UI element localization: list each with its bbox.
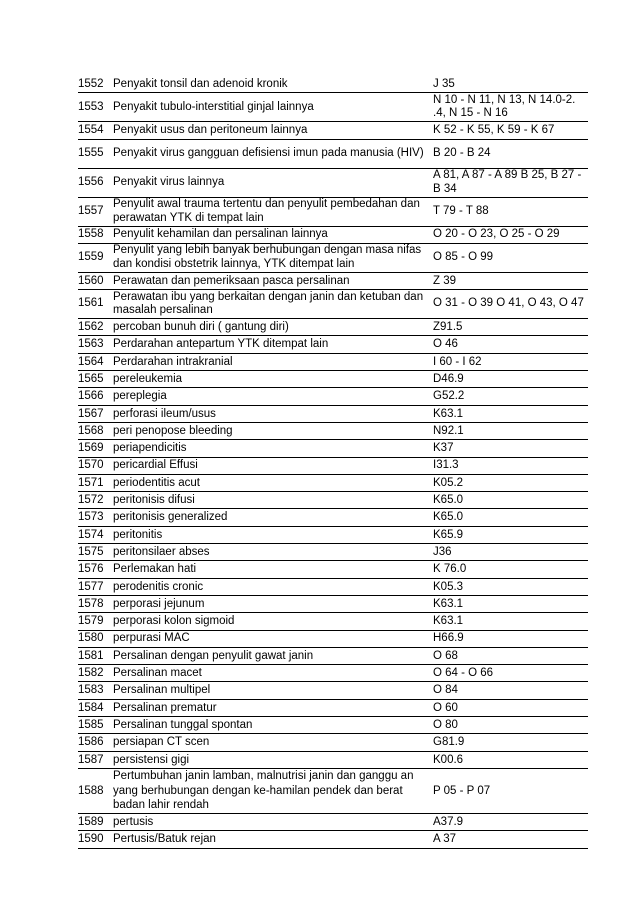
- row-number: 1586: [78, 734, 111, 751]
- table-row: [78, 813, 588, 830]
- row-icd-code: O 60: [431, 699, 588, 716]
- row-diagnosis: Penyulit yang lebih banyak berhubungan dengan masa nifas dan kondisi obstetrik lainnya, YTK ditempat lain: [111, 243, 431, 272]
- row-diagnosis: peritonisis difusi: [111, 492, 431, 509]
- row-number: 1587: [78, 751, 111, 768]
- row-diagnosis: Penyakit usus dan peritoneum lainnya: [111, 122, 431, 139]
- row-icd-code: J36: [431, 544, 588, 561]
- row-number: 1580: [78, 630, 111, 647]
- row-icd-code: B 20 - B 24: [431, 139, 588, 168]
- row-diagnosis: pereplegia: [111, 388, 431, 405]
- row-icd-code: D46.9: [431, 371, 588, 388]
- row-icd-code: G81.9: [431, 734, 588, 751]
- row-number: 1557: [78, 197, 111, 226]
- row-icd-code: Z91.5: [431, 319, 588, 336]
- table-row: [78, 168, 588, 197]
- table-row: [78, 272, 588, 289]
- row-icd-code: N92.1: [431, 422, 588, 439]
- row-number: 1558: [78, 226, 111, 243]
- row-icd-code: K63.1: [431, 613, 588, 630]
- table-row: [78, 139, 588, 168]
- row-icd-code: K05.2: [431, 474, 588, 491]
- row-icd-code: K37: [431, 440, 588, 457]
- row-icd-code: K63.1: [431, 405, 588, 422]
- row-icd-code: K65.9: [431, 526, 588, 543]
- row-diagnosis: peri penopose bleeding: [111, 422, 431, 439]
- row-icd-code: O 68: [431, 647, 588, 664]
- table-row: [78, 544, 588, 561]
- row-icd-code: A 81, A 87 - A 89 B 25, B 27 - B 34: [431, 168, 588, 197]
- row-number: 1559: [78, 243, 111, 272]
- row-diagnosis: percoban bunuh diri ( gantung diri): [111, 319, 431, 336]
- table-row: [78, 526, 588, 543]
- row-icd-code: N 10 - N 11, N 13, N 14.0-2. .4, N 15 - N 16: [431, 93, 588, 122]
- row-number: 1561: [78, 290, 111, 319]
- row-icd-code: P 05 - P 07: [431, 768, 588, 813]
- row-number: 1581: [78, 647, 111, 664]
- row-icd-code: A 37: [431, 831, 588, 848]
- row-diagnosis: Perdarahan intrakranial: [111, 353, 431, 370]
- table-row: [78, 405, 588, 422]
- row-diagnosis: peritonitis: [111, 526, 431, 543]
- row-number: 1585: [78, 717, 111, 734]
- row-diagnosis: periapendicitis: [111, 440, 431, 457]
- row-number: 1555: [78, 139, 111, 168]
- row-diagnosis: Penyakit tonsil dan adenoid kronik: [111, 76, 431, 93]
- table-row: [78, 336, 588, 353]
- row-number: 1563: [78, 336, 111, 353]
- row-diagnosis: Pertusis/Batuk rejan: [111, 831, 431, 848]
- row-icd-code: K00.6: [431, 751, 588, 768]
- row-number: 1570: [78, 457, 111, 474]
- row-icd-code: J 35: [431, 76, 588, 93]
- table-row: [78, 122, 588, 139]
- row-number: 1574: [78, 526, 111, 543]
- row-number: 1572: [78, 492, 111, 509]
- table-row: [78, 388, 588, 405]
- table-row: [78, 595, 588, 612]
- table-row: [78, 457, 588, 474]
- table-row: [78, 243, 588, 272]
- row-diagnosis: pertusis: [111, 813, 431, 830]
- row-diagnosis: persiapan CT scen: [111, 734, 431, 751]
- row-diagnosis: Penyakit tubulo-interstitial ginjal lainnya: [111, 93, 431, 122]
- row-number: 1583: [78, 682, 111, 699]
- row-icd-code: I 60 - I 62: [431, 353, 588, 370]
- table-row: [78, 290, 588, 319]
- table-row: [78, 76, 588, 93]
- row-number: 1577: [78, 578, 111, 595]
- row-icd-code: K65.0: [431, 509, 588, 526]
- table-row: [78, 474, 588, 491]
- row-number: 1562: [78, 319, 111, 336]
- table-row: [78, 509, 588, 526]
- row-diagnosis: Persalinan tunggal spontan: [111, 717, 431, 734]
- row-number: 1554: [78, 122, 111, 139]
- row-icd-code: I31.3: [431, 457, 588, 474]
- row-diagnosis: Perawatan ibu yang berkaitan dengan janin dan ketuban dan masalah persalinan: [111, 290, 431, 319]
- row-icd-code: O 64 - O 66: [431, 665, 588, 682]
- table-row: [78, 647, 588, 664]
- row-diagnosis: Penyulit kehamilan dan persalinan lainnya: [111, 226, 431, 243]
- row-diagnosis: Perlemakan hati: [111, 561, 431, 578]
- table-row: [78, 768, 588, 813]
- row-icd-code: K65.0: [431, 492, 588, 509]
- row-icd-code: K 76.0: [431, 561, 588, 578]
- row-number: 1575: [78, 544, 111, 561]
- row-icd-code: K05.3: [431, 578, 588, 595]
- table-row: [78, 561, 588, 578]
- table-row: [78, 831, 588, 848]
- row-diagnosis: pericardial Effusi: [111, 457, 431, 474]
- table-body: [78, 76, 588, 848]
- diagnosis-code-table: [78, 76, 588, 849]
- row-number: 1553: [78, 93, 111, 122]
- row-diagnosis: peritonsilaer abses: [111, 544, 431, 561]
- row-number: 1588: [78, 768, 111, 813]
- table-row: [78, 319, 588, 336]
- row-diagnosis: Pertumbuhan janin lamban, malnutrisi janin dan ganggu an yang berhubungan dengan ke-hamilan pendek dan berat badan lahir rendah: [111, 768, 431, 813]
- row-number: 1568: [78, 422, 111, 439]
- row-number: 1571: [78, 474, 111, 491]
- row-number: 1584: [78, 699, 111, 716]
- table-row: [78, 492, 588, 509]
- table-row: [78, 422, 588, 439]
- table-row: [78, 578, 588, 595]
- row-number: 1560: [78, 272, 111, 289]
- row-icd-code: H66.9: [431, 630, 588, 647]
- table-row: [78, 665, 588, 682]
- row-icd-code: O 20 - O 23, O 25 - O 29: [431, 226, 588, 243]
- table-row: [78, 226, 588, 243]
- table-row: [78, 630, 588, 647]
- row-number: 1565: [78, 371, 111, 388]
- row-icd-code: G52.2: [431, 388, 588, 405]
- row-diagnosis: peritonisis generalized: [111, 509, 431, 526]
- table-row: [78, 93, 588, 122]
- row-number: 1566: [78, 388, 111, 405]
- row-diagnosis: Persalinan prematur: [111, 699, 431, 716]
- table-row: [78, 734, 588, 751]
- row-icd-code: K63.1: [431, 595, 588, 612]
- row-icd-code: K 52 - K 55, K 59 - K 67: [431, 122, 588, 139]
- row-icd-code: A37.9: [431, 813, 588, 830]
- row-number: 1573: [78, 509, 111, 526]
- row-number: 1582: [78, 665, 111, 682]
- row-icd-code: O 84: [431, 682, 588, 699]
- row-number: 1552: [78, 76, 111, 93]
- row-icd-code: O 31 - O 39 O 41, O 43, O 47: [431, 290, 588, 319]
- row-number: 1567: [78, 405, 111, 422]
- row-number: 1578: [78, 595, 111, 612]
- row-diagnosis: Perdarahan antepartum YTK ditempat lain: [111, 336, 431, 353]
- row-diagnosis: pereleukemia: [111, 371, 431, 388]
- row-diagnosis: perporasi jejunum: [111, 595, 431, 612]
- table-row: [78, 699, 588, 716]
- row-diagnosis: perpurasi MAC: [111, 630, 431, 647]
- row-number: 1556: [78, 168, 111, 197]
- row-number: 1579: [78, 613, 111, 630]
- row-diagnosis: Persalinan macet: [111, 665, 431, 682]
- table-row: [78, 717, 588, 734]
- table-row: [78, 353, 588, 370]
- row-icd-code: Z 39: [431, 272, 588, 289]
- table-row: [78, 197, 588, 226]
- row-diagnosis: Penyulit awal trauma tertentu dan penyulit pembedahan dan perawatan YTK di tempat lain: [111, 197, 431, 226]
- table-row: [78, 440, 588, 457]
- row-icd-code: O 85 - O 99: [431, 243, 588, 272]
- table-row: [78, 751, 588, 768]
- row-number: 1576: [78, 561, 111, 578]
- table-row: [78, 613, 588, 630]
- row-icd-code: O 46: [431, 336, 588, 353]
- row-diagnosis: Persalinan dengan penyulit gawat janin: [111, 647, 431, 664]
- row-diagnosis: Persalinan multipel: [111, 682, 431, 699]
- row-diagnosis: Perawatan dan pemeriksaan pasca persalinan: [111, 272, 431, 289]
- table-row: [78, 682, 588, 699]
- row-number: 1589: [78, 813, 111, 830]
- row-number: 1590: [78, 831, 111, 848]
- row-diagnosis: perodenitis cronic: [111, 578, 431, 595]
- document-page: [78, 76, 588, 849]
- row-number: 1564: [78, 353, 111, 370]
- row-diagnosis: Penyakit virus lainnya: [111, 168, 431, 197]
- table-row: [78, 371, 588, 388]
- row-diagnosis: periodentitis acut: [111, 474, 431, 491]
- row-number: 1569: [78, 440, 111, 457]
- row-diagnosis: persistensi gigi: [111, 751, 431, 768]
- row-diagnosis: Penyakit virus gangguan defisiensi imun pada manusia (HIV): [111, 139, 431, 168]
- row-diagnosis: perporasi kolon sigmoid: [111, 613, 431, 630]
- row-icd-code: O 80: [431, 717, 588, 734]
- row-icd-code: T 79 - T 88: [431, 197, 588, 226]
- row-diagnosis: perforasi ileum/usus: [111, 405, 431, 422]
